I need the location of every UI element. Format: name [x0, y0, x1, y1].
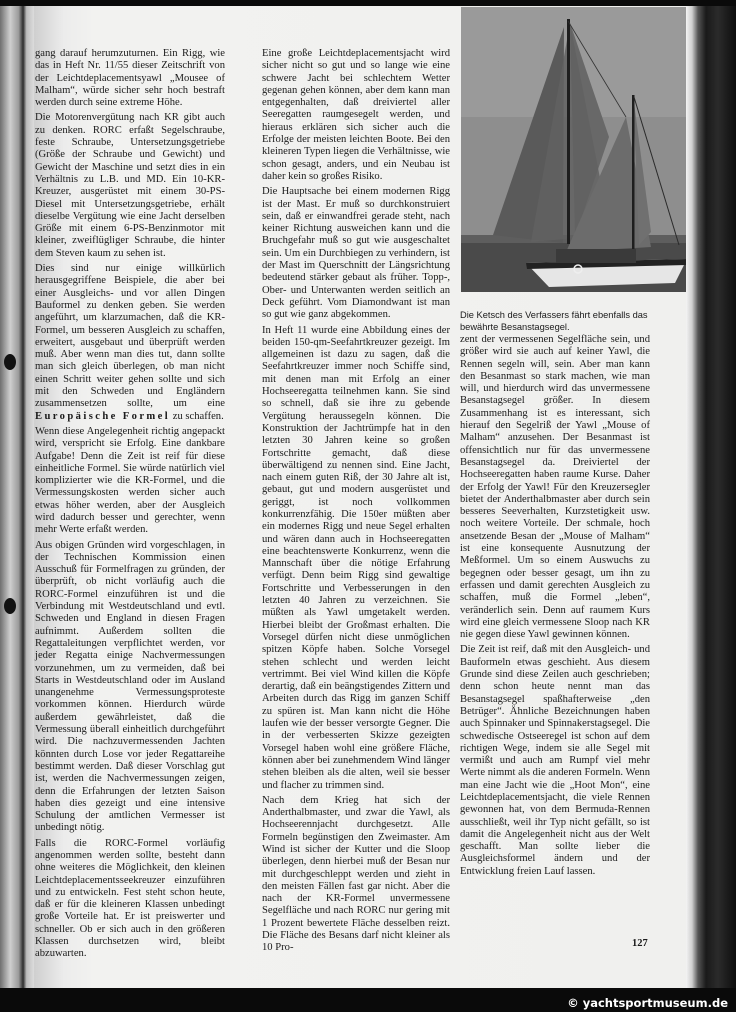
book-spine-left [0, 6, 34, 988]
ketch-photo [461, 7, 709, 292]
paragraph: Die Hauptsache bei einem modernen Rigg ist der Mast. Er muß so durchkonstruiert sein, daß er einwandfrei gerade steht, nach keiner Richtung ausweichen kann und die Bruchgefahr muß so gut wie ausgeschaltet sein. Um ein Durchbiegen zu verhindern, ist der Mast im Querschnitt der Längsrichtung bedeutend stärker gebaut als früher. Topp-, Ober- und Unterwanten werden seitlich an Deck geführt. Vom Diamondwant ist man so gut wie ganz abgekommen. [262, 186, 450, 321]
photo-caption: Die Ketsch des Verfassers fährt ebenfalls das bewährte Besanstagsegel. [460, 310, 648, 332]
paragraph: Wenn diese Angelegenheit richtig angepackt wird, verspricht sie Erfolg. Eine dankbare Aufgabe! Denn die Zeit ist reif für diese einheitliche Formel. Sie würde natürlich viel komplizierter wie die KR-Formel, und die Vermessungskosten werden sicher auch etwas höher werden, aber der Ausgleich wird dadurch besser und gerechter, wenn mehr Werte erfaßt werden. [35, 425, 225, 536]
sailboat-illustration [461, 7, 709, 292]
paragraph: Dies sind nur einige willkürlich herausgegriffene Beispiele, die aber bei einer Ausgleichs- und vor allen Dingen Bauformel zu denken geben. Sie werden angeführt, um klarzumachen, daß die KR-Formel, um besseren Ausgleich zu schaffen, erweitert, ausgebaut und überprüft werden muß. Aber wenn man dies tut, dann sollte man sich gleich überlegen, ob man nicht einen Schritt weiter gehen sollte und sich mit den Schweden und Engländern zusammensetzen sollte, um eine Europäische Formel zu schaffen. [35, 263, 225, 422]
paragraph: Falls die RORC-Formel vorläufig angenommen werden sollte, besteht dann ohne weiteres die Möglichkeit, den kleinen Leichtdeplacementsseekreuzer einzuführen und zu entwickeln. Fest steht schon heute, daß er für die kleineren Klassen unbedingt große Vorteile hat. Er ist preiswerter und schneller. Ob er sich auch in den größeren Klassen durchsetzen wird, bleibt abzuwarten. [35, 837, 225, 960]
emphasized-term: Europäische Formel [35, 410, 171, 422]
paragraph: In Heft 11 wurde eine Abbildung eines der beiden 150-qm-Seefahrtkreuzer gezeigt. Im allgemeinen ist dazu zu sagen, daß die Seefahrtkreuzer immer noch Schiffe sind, mit denen man mit Erfolg an einer Hochseeregatta teilnehmen kann. Sie sind so schnell, daß sie ihre zu gebende Vergütung heraussegeln können. Die Konstruktion der Jachtrümpfe hat in den letzten 30 Jahren keine so großen Fortschritte gemacht, daß diese überwältigend zu nennen sind. Eine Jacht, nach einem guten Riß, der 30 Jahre alt ist, gebaut, gut und modern ausgerüstet und geriggt, ist noch vollkommen konkurrenzfähig. Die 150er müßten aber ein modernes Rigg und neue Segel erhalten und wären dann auch in Hochseeregatten eine beachtenswerte Konkurrenz, wenn die Mannschaft über die nötige Erfahrung verfügt. Denn beim Rigg sind gewaltige Fortschritte und Verbesserungen in den letzten 40 Jahren zu verzeichnen. Sie müßten als Yawl umgetakelt werden. Hierbei bleibt der Großmast erhalten. Die Vorsegel dürfen nicht diese unmöglichen spitzen Köpfe haben. Solche Vorsegel stehen schlecht und werden leicht vertrimmt. Bei viel Wind killen die Köpfe derartig, daß ein beängstigendes Zittern und Arbeiten durch das Rigg im ganzen Schiff zu spüren ist. Man kann nicht die Höhe laufen wie der besser versorgte Gegner. Die in der verbesserten Skizze gezeigten Vorsegel haben wohl eine größere Fläche, können aber bei zunehmendem Wind länger stehen bleiben als die alten, weil sie besser und flacher zu trimmen sind. [262, 324, 450, 791]
paragraph: Die Motorenvergütung nach KR gibt auch zu denken. RORC erfaßt Segelschraube, feste Schraube, Untersetzungsgetriebe (Größe der Schraube und Gewicht) und Gewicht der Maschine und setzt dies in ein Verhältnis zu L.B. und MD. Ein 10-KR-Kreuzer, ausgerüstet mit einem 30-PS-Diesel mit Untersetzungsgetriebe, erhält dieselbe Vergütung wie eine Jacht derselben Größe mit einem 6-PS-Benzinmotor mit kleiner, zweiflügliger Schraube, die hinter dem Steven kaum zu sehen ist. [35, 112, 225, 259]
magazine-page [34, 6, 686, 988]
page-number: 127 [632, 938, 648, 949]
punch-hole-top [4, 354, 16, 370]
paragraph: Nach dem Krieg hat sich der Anderthalbmaster, und zwar die Yawl, als Hochseerennjacht durchgesetzt. Alle Formeln begünstigen den Zweimaster. Am Wind ist sicher der Kutter und die Sloop überlegen, denn hierbei muß der Besan nur mit durchgeschleppt werden und zieht in den meisten Fällen fast gar nicht. Aber die nach der KR-Formel unvermessene Segelfläche und nach RORC nur gering mit 1 Prozent bewertete Fläche desselben reizt. Die Fläche des Besans darf nicht kleiner als 10 Pro- [262, 794, 450, 954]
paragraph: zent der vermessenen Segelfläche sein, und größer wird sie auch auf keiner Yawl, die Rennen segeln will, sein. Aber man kann den Besanmast so stark machen, wie man will, und hierdurch wird das unvermessene Besanstagsegel größer. In diesem Zusammenhang ist es interessant, sich hierauf den Segelriß der Yawl „Mouse of Malham“ anzusehen. Der Besanmast ist offensichtlich nur für das unvermessene Besanstagsegel da. Dreiviertel der Hochseeregatten haben raume Kurse. Daher der Erfolg der Yawl! Für den Kreuzersegler bietet der Anderthalbmaster aber durch sein besseres Seeverhalten, Kurzstetigkeit usw. noch weitere Vorteile. Der schmale, hoch ansetzende Besan der „Mouse of Malham“ ist eine konsequente Ausnutzung der Meßformel. Um so einem Auswuchs zu begegnen oder besser gesagt, um ihn zu erfassen und damit gerechten Ausgleich zu schaffen, muß die Formel „leben“, veränderlich sein. Denn auf raumem Kurs wird eine gleich vermessene Sloop nach KR nie gegen diese Yawl gewinnen können. [460, 334, 650, 641]
punch-hole-bottom [4, 598, 16, 614]
text-column-1 [34, 48, 225, 964]
paragraph: gang darauf herumzuturnen. Ein Rigg, wie das in Heft Nr. 11/55 dieser Zeitschrift von der Leichtdeplacementsyawl „Mousee of Malham“, würde sicher sehr hoch bestraft werden durch seine extreme Höhe. [35, 48, 225, 109]
paragraph: Eine große Leichtdeplacementsjacht wird sicher nicht so gut und so lange wie eine schwere Jacht bei schlechtem Wetter gegenan gehen können, aber dem kann man entgegenhalten, daß dreiviertel aller Seeregatten raumgesegelt werden, und hieraus erklären sich sicher auch die Erfolge der meisten leichten Boote. Bei den kleineren Typen liegen die Verhältnisse, wie schon gesagt, anders, und ein Neubau ist daher kein so großes Risiko. [262, 48, 450, 182]
text-column-3 [460, 334, 650, 881]
paragraph: Die Zeit ist reif, daß mit den Ausgleich- und Bauformeln etwas geschieht. Aus diesem Grunde sind diese Zeilen auch geschrieben; denn schon heute nennt man das Besanstagsegel spaßhafterweise „den Betrüger“. Ähnliche Bezeichnungen haben auch Spinnaker und Spinnakerstagsegel. Die schwedische Ostseeregel ist schon auf dem richtigen Wege, indem sie alle Segel mit vermißt und auch am Rumpf viel mehr Werte nimmt als die anderen Formeln. Wenn man eine Jacht wie die „Hoot Mon“, eine Leichtdeplacementsjacht, die viele Rennen gewonnen hat, von dem Bermuda-Rennen ausschließt, weil ihr Typ nicht gefällt, so ist damit die Angelegenheit nicht aus der Welt geschafft. Man sollte lieber die Ausgleichsformel ändern und der Entwicklung freien Lauf lassen. [460, 644, 650, 877]
text-column-2 [262, 48, 450, 958]
book-edge-right [686, 6, 736, 988]
copyright-watermark: © yachtsportmuseum.de [567, 996, 728, 1010]
paragraph: Aus obigen Gründen wird vorgeschlagen, in der Technischen Kommission einen Ausschuß für Formelfragen zu gründen, der überprüft, ob nicht vorläufig auch die RORC-Formel einzuführen ist und die Verbindung mit Westdeutschland und evtl. Schweden und England in diesen Fragen aufnimmt. Außerdem sollten die Regattaleitungen verpflichtet werden, vor jeder Regatta einige Nachvermessungen vorzunehmen, um zu vermeiden, daß bei Starts in Westdeutschland oder im Ausland unangenehme Vermessungsproteste vorkommen können. Hierdurch würde außerdem gewährleistet, daß die Vermessung überall einheitlich durchgeführt wird. Die nachzuvermessenden Jachten könnten durch Lose vor jeder Regattareihe bestimmt werden. Daß dieser Vorschlag gut ist, werden die Nachvermessungen zeigen, denn die Erfahrungen der letzten Saison haben dies gezeigt und eine intensive Schulung der amtlichen Vermesser ist unbedingt nötig. [35, 539, 225, 834]
